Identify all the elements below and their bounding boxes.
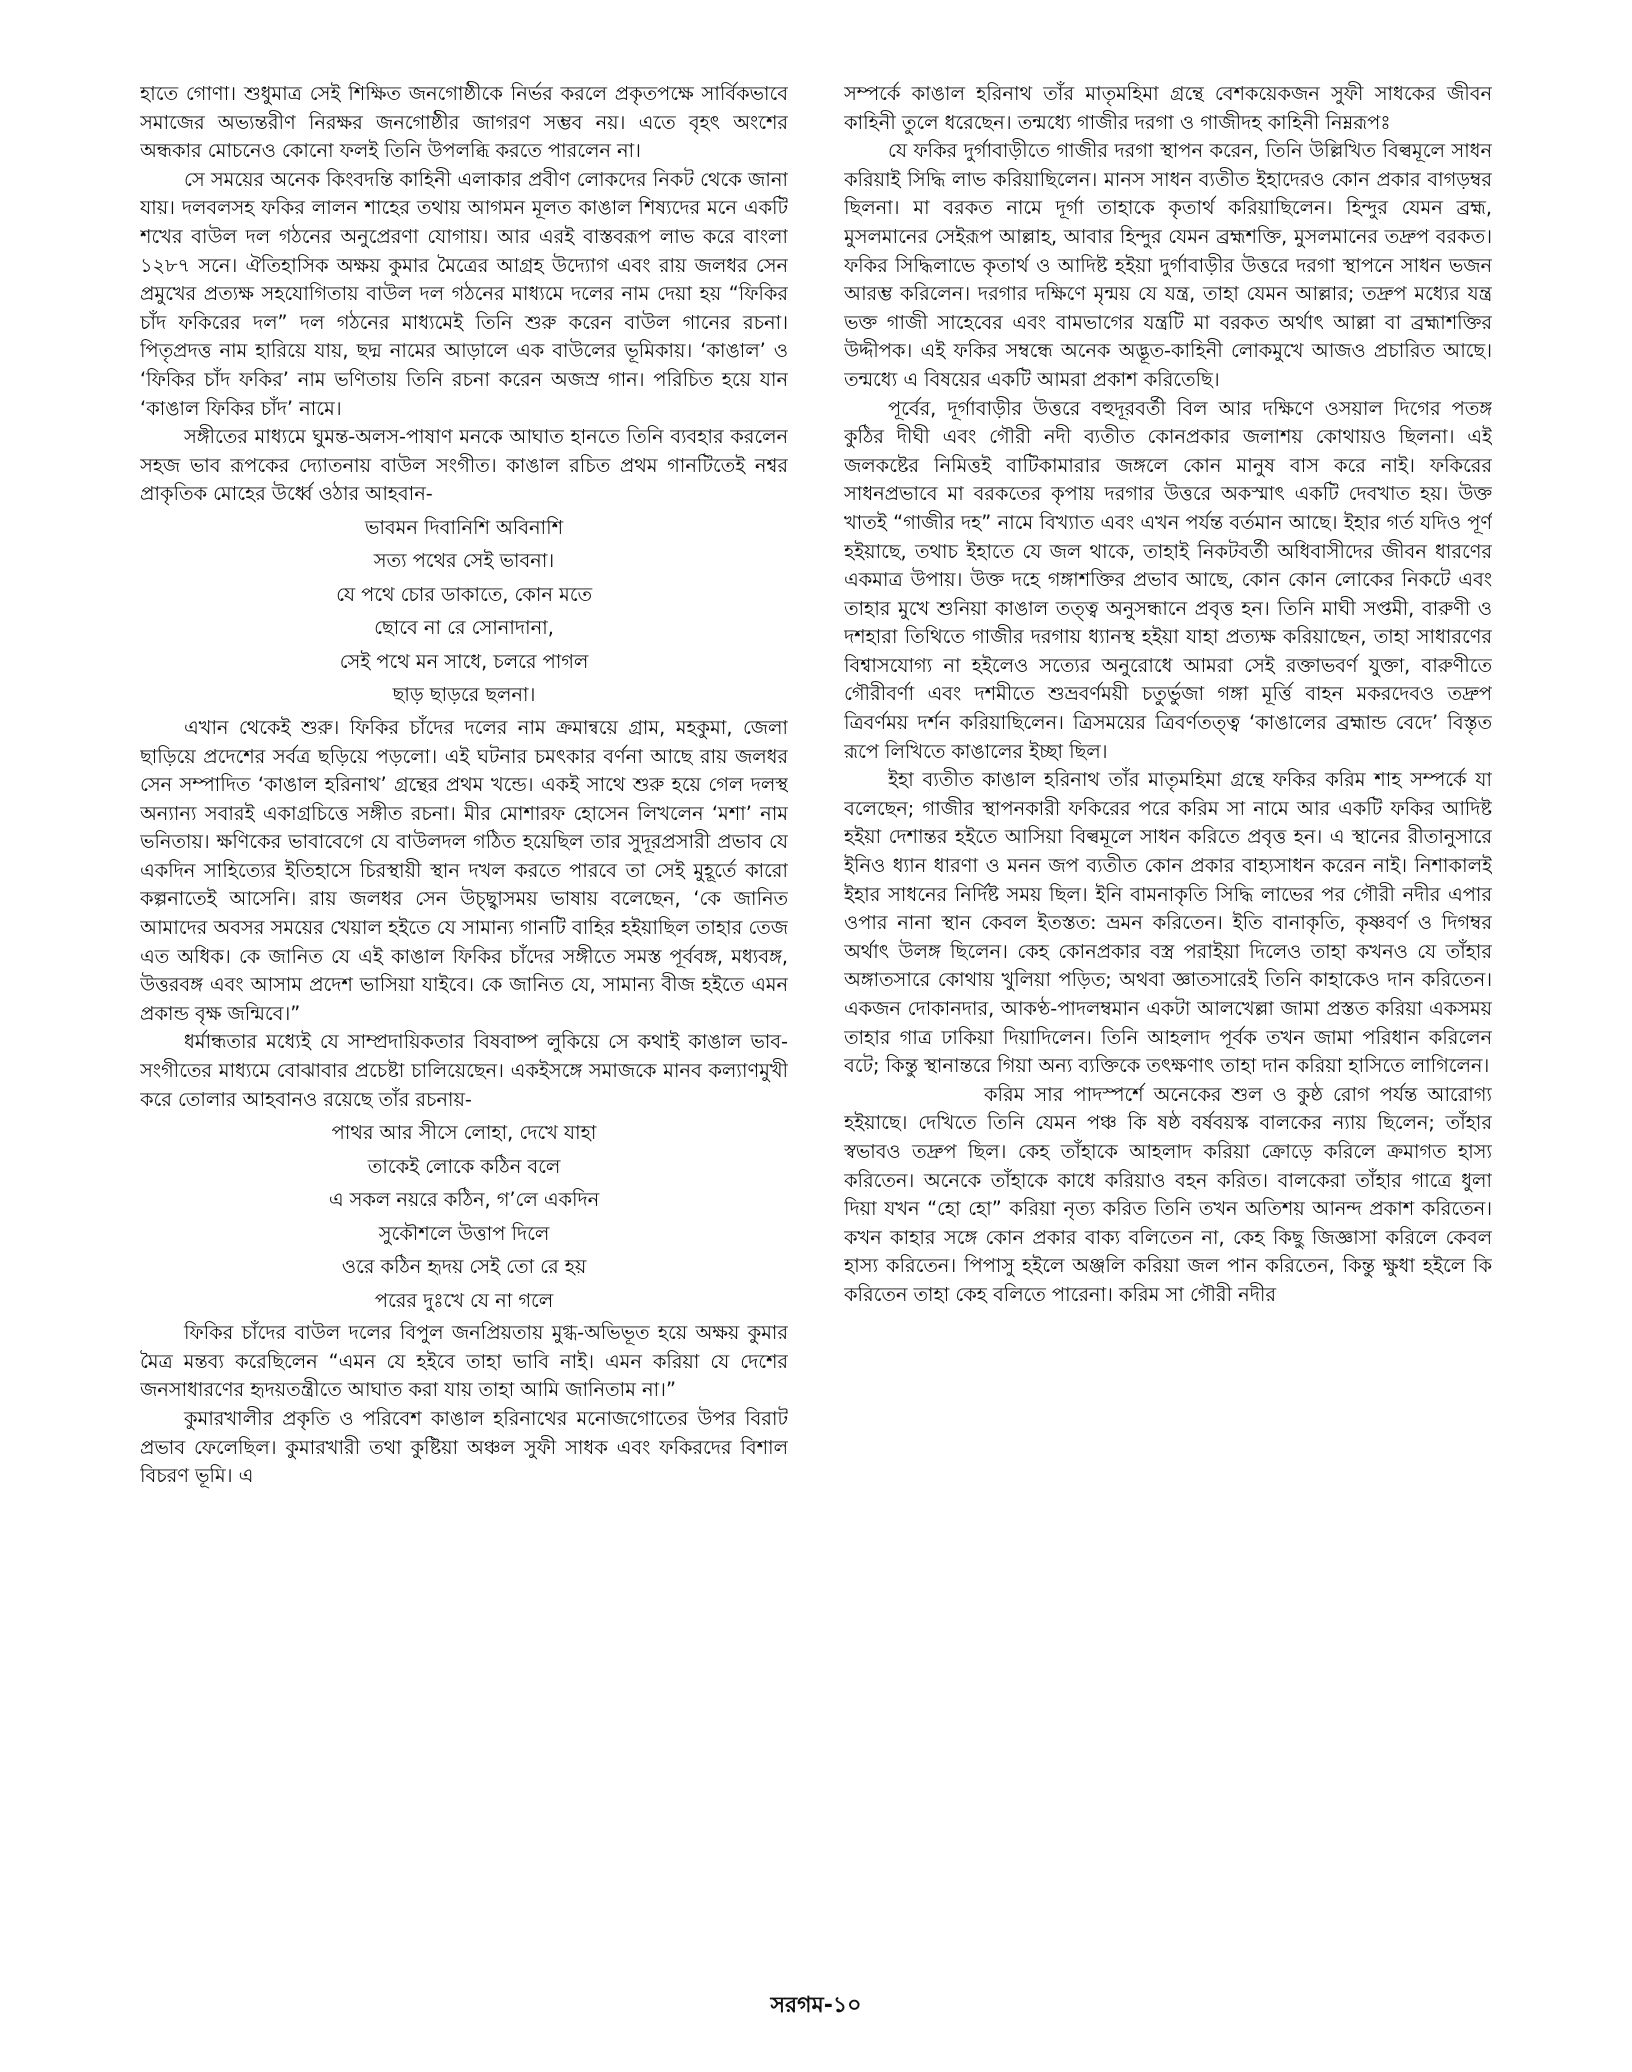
paragraph: পূর্বের, দূর্গাবাড়ীর উত্তরে বহুদূরবর্তী বিল আর দক্ষিণে ওসয়াল দিগের পতঙ্গ কুঠির দীঘী এবং গৌরী নদী ব্যতীত কোনপ্রকার জলাশয় কোথায়ও ছিলনা। এই জলকষ্টের নিমিত্তই বাটিকামারার জঙ্গলে কোন মানুষ বাস করে নাই। ফকিরের সাধনপ্রভাবে মা বরকতের কৃপায় দরগার উত্তরে অকস্মাৎ একটি দেবখাত হয়। উক্ত খাতই “গাজীর দহ” নামে বিখ্যাত এবং এখন পর্যন্ত বর্তমান আছে। ইহার গর্ত যদিও পূর্ণ হইয়াছে, তথাচ ইহাতে যে জল থাকে, তাহাই নিকটবর্তী অধিবাসীদের জীবন ধারণের একমাত্র উপায়। উক্ত দহে গঙ্গাশক্তির প্রভাব আছে, কোন কোন লোকের নিকটে এবং তাহার মুখে শুনিয়া কাঙাল তত্ত্ব অনুসন্ধানে প্রবৃত্ত হন। তিনি মাঘী সপ্তমী, বারুণী ও দশহারা তিথিতে গাজীর দরগায় ধ্যানস্থ হইয়া যাহা প্রত্যক্ষ করিয়াছেন, তাহা সাধারণের বিশ্বাসযোগ্য না হইলেও সত্যের অনুরোধে আমরা সেই রক্তাভবর্ণ যুক্তা, বারুণীতে গৌরীবর্ণা এবং দশমীতে শুভ্রবর্ণময়ী চতুর্ভুজা গঙ্গা মূর্ত্তি বাহন মকরদেবও তদ্রুপ ত্রিবর্ণময় দর্শন করিয়াছিলেন। ত্রিসময়ের ত্রিবর্ণতত্ত্ব ‘কাঙালের ব্রহ্মান্ড বেদে’ বিস্তৃত রূপে লিখিতে কাঙালের ইচ্ছা ছিল। xyxy=(844,396,1492,763)
verse-line: সুকৌশলে উত্তাপ দিলে xyxy=(378,1221,550,1245)
verse-line: ওরে কঠিন হৃদয় সেই তো রে হয় xyxy=(341,1255,587,1279)
verse-line: পাথর আর সীসে লোহা, দেখে যাহা xyxy=(331,1121,597,1145)
paragraph: হাতে গোণা। শুধুমাত্র সেই শিক্ষিত জনগোষ্ঠীকে নির্ভর করলে প্রকৃতপক্ষে সার্বিকভাবে সমাজের অভ্যন্তরীণ নিরক্ষর জনগোষ্ঠীর জাগরণ সম্ভব নয়। এতে বৃহৎ অংশের অন্ধকার মোচনেও কোনো ফলই তিনি উপলব্ধি করতে পারলেন না। xyxy=(140,82,788,163)
left-column xyxy=(140,80,788,1900)
verse-line: সত্য পথের সেই ভাবনা। xyxy=(373,549,555,573)
paragraph: করিম সার পাদস্পর্শে অনেকের শুল ও কুষ্ঠ রোগ পর্যন্ত আরোগ্য হইয়াছে। দেখিতে তিনি যেমন পঞ্চ কি ষষ্ঠ বর্ষবয়স্ক বালকের ন্যায় ছিলেন; তাঁহার স্বভাবও তদ্রুপ ছিল। কেহ তাঁহাকে আহলাদ করিয়া ক্রোড়ে করিলে ক্রমাগত হাস্য করিতেন। অনেকে তাঁহাকে কাধে করিয়াও বহন করিত। বালকেরা তাঁহার গাত্রে ধুলা দিয়া যখন “হো হো” করিয়া নৃত্য করিত তিনি তখন অতিশয় আনন্দ প্রকাশ করিতেন। কখন কাহার সঙ্গে কোন প্রকার বাক্য বলিতেন না, কেহ কিছু জিজ্ঞাসা করিলে কেবল হাস্য করিতেন। পিপাসু হইলে অঞ্জলি করিয়া জল পান করিতেন, কিন্তু ক্ষুধা হইলে কি করিতেন তাহা কেহ বলিতে পারেনা। করিম সা গৌরী নদীর xyxy=(844,1082,1492,1306)
paragraph: সম্পর্কে কাঙাল হরিনাথ তাঁর মাতৃমহিমা গ্রন্থে বেশকয়েকজন সুফী সাধকের জীবন কাহিনী তুলে ধরেছেন। তন্মধ্যে গাজীর দরগা ও গাজীদহ কাহিনী নিম্নরূপঃ xyxy=(844,82,1492,134)
paragraph: ফিকির চাঁদের বাউল দলের বিপুল জনপ্রিয়তায় মুগ্ধ-অভিভূত হয়ে অক্ষয় কুমার মৈত্র মন্তব্য করেছিলেন “এমন যে হইবে তাহা ভাবি নাই। এমন করিয়া যে দেশের জনসাধারণের হৃদয়তন্ত্রীতে আঘাত করা যায় তাহা আমি জানিতাম না।” xyxy=(140,1321,788,1402)
verse-line: ছোবে না রে সোনাদানা, xyxy=(374,616,554,640)
paragraph: সঙ্গীতের মাধ্যমে ঘুমন্ত-অলস-পাষাণ মনকে আঘাত হানতে তিনি ব্যবহার করলেন সহজ ভাব রূপকের দ্যোতনায় বাউল সংগীত। কাঙাল রচিত প্রথম গানটিতেই নশ্বর প্রাকৃতিক মোহের উর্ধ্বে ওঠার আহবান- xyxy=(140,425,788,506)
right-column xyxy=(844,80,1492,1900)
verse-line: ভাবমন দিবানিশি অবিনাশি xyxy=(364,515,564,539)
song-verse xyxy=(140,511,788,712)
verse-line: ছাড় ছাড়রে ছলনা। xyxy=(392,683,536,707)
verse-line: পরের দুঃখে যে না গলে xyxy=(374,1288,554,1312)
paragraph: কুমারখালীর প্রকৃতি ও পরিবেশ কাঙাল হরিনাথের মনোজগোতের উপর বিরাট প্রভাব ফেলেছিল। কুমারখারী তথা কুষ্টিয়া অঞ্চল সুফী সাধক এবং ফকিরদের বিশাল বিচরণ ভূমি। এ xyxy=(140,1407,788,1488)
verse-line: সেই পথে মন সাধে, চলরে পাগল xyxy=(339,649,589,673)
paragraph: ইহা ব্যতীত কাঙাল হরিনাথ তাঁর মাতৃমহিমা গ্রন্থে ফকির করিম শাহ সম্পর্কে যা বলেছেন; গাজীর স্থাপনকারী ফকিরের পরে করিম সা নামে আর একটি ফকির আদিষ্ট হইয়া দেশান্তর হইতে আসিয়া বিল্বমূলে সাধন করিতে প্রবৃত্ত হন। এ স্থানের রীতানুসারে ইনিও ধ্যান ধারণা ও মনন জপ ব্যতীত কোন প্রকার বাহ্যসাধন করেন নাই। নিশাকালই ইহার সাধনের নির্দিষ্ট সময় ছিল। ইনি বামনাকৃতি সিদ্ধি লাভের পর গৌরী নদীর এপার ওপার নানা স্থান কেবল ইতস্তত: ভ্রমন করিতেন। ইতি বানাকৃতি, কৃষ্ণবর্ণ ও দিগম্বর অর্থাৎ উলঙ্গ ছিলেন। কেহ কোনপ্রকার বস্ত্র পরাইয়া দিলেও তাহা কখনও যে তাঁহার অঙ্গাতসারে কোথায় খুলিয়া পড়িত; অথবা জ্ঞাতসারেই তিনি কাহাকেও দান করিতেন। একজন দোকানদার, আকণ্ঠ-পাদলম্বমান একটা আলখেল্লা জামা প্রস্তত করিয়া একসময় তাহার গাত্র ঢাকিয়া দিয়াদিলেন। তিনি আহলাদ পূর্বক তখন জামা পরিধান করিলেন বটে; কিন্তু স্থানান্তরে গিয়া অন্য ব্যক্তিকে তৎক্ষণাৎ তাহা দান করিয়া হাসিতে লাগিলেন। xyxy=(844,768,1492,1078)
paragraph: যে ফকির দুর্গাবাড়ীতে গাজীর দরগা স্থাপন করেন, তিনি উল্লিখিত বিল্বমূলে সাধন করিয়াই সিদ্ধি লাভ করিয়াছিলেন। মানস সাধন ব্যতীত ইহাদেরও কোন প্রকার বাগড়ম্বর ছিলনা। মা বরকত নামে দূর্গা তাহাকে কৃতার্থ করিয়াছিলেন। হিন্দুর যেমন ব্রহ্ম, মুসলমানের সেইরূপ আল্লাহ, আবার হিন্দুর যেমন ব্রহ্মশক্তি, মুসলমানের তদ্রুপ বরকত। ফকির সিদ্ধিলাভে কৃতার্থ ও আদিষ্ট হইয়া দুর্গাবাড়ীর উত্তরে দরগা স্থাপনে সাধন ভজন আরম্ভ করিলেন। দরগার দক্ষিণে মৃন্ময় যে যন্ত্র, তাহা যেমন আল্লার; তদ্রুপ মধ্যের যন্ত্র ভক্ত গাজী সাহেবের এবং বামভাগের যন্ত্রটি মা বরকত অর্থাৎ আল্লা বা ব্রহ্মাশক্তির উদ্দীপক। এই ফকির সম্বন্ধে অনেক অদ্ভূত-কাহিনী লোকমুখে আজও প্রচারিত আছে। তন্মধ্যে এ বিষয়ের একটি আমরা প্রকাশ করিতেছি। xyxy=(844,139,1492,391)
paragraph: সে সময়ের অনেক কিংবদন্তি কাহিনী এলাকার প্রবীণ লোকদের নিকট থেকে জানা যায়। দলবলসহ ফকির লালন শাহের তথায় আগমন মূলত কাঙাল শিষ্যদের মনে একটি শখের বাউল দল গঠনের অনুপ্রেরণা যোগায়। আর এরই বাস্তবরূপ লাভ করে বাংলা ১২৮৭ সনে। ঐতিহাসিক অক্ষয় কুমার মৈত্রের আগ্রহ উদ্যোগ এবং রায় জলধর সেন প্রমুখের প্রত্যক্ষ সহযোগিতায় বাউল দল গঠনের মাধ্যমে দলের নাম দেয়া হয় “ফিকির চাঁদ ফকিরের দল” দল গঠনের মাধ্যমেই তিনি শুরু করেন বাউল গানের রচনা। পিতৃপ্রদত্ত নাম হারিয়ে যায়, ছদ্ম নামের আড়ালে এক বাউলের ভূমিকায়। ‘কাঙাল’ ও ‘ফিকির চাঁদ ফকির’ নাম ভণিতায় তিনি রচনা করেন অজস্র গান। পরিচিত হয়ে যান ‘কাঙাল ফিকির চাঁদ’ নামে। xyxy=(140,167,788,420)
paragraph: ধর্মান্ধতার মধ্যেই যে সাম্প্রদায়িকতার বিষবাষ্প লুকিয়ে সে কথাই কাঙাল ভাব-সংগীতের মাধ্যমে বোঝাবার প্রচেষ্টা চালিয়েছেন। একইসঙ্গে সমাজকে মানব কল্যাণমুখী করে তোলার আহবানও রয়েছে তাঁর রচনায়- xyxy=(140,1030,788,1111)
verse-line: যে পথে চোর ডাকাতে, কোন মতে xyxy=(336,582,592,606)
verse-line: এ সকল নয়রে কঠিন, গ’লে একদিন xyxy=(328,1188,600,1212)
verse-line: তাকেই লোকে কঠিন বলে xyxy=(367,1154,561,1178)
song-verse xyxy=(140,1116,788,1317)
page-number: সরগম-১০ xyxy=(770,1993,862,2018)
paragraph: এখান থেকেই শুরু। ফিকির চাঁদের দলের নাম ক্রমান্বয়ে গ্রাম, মহকুমা, জেলা ছাড়িয়ে প্রদেশের সর্বত্র ছড়িয়ে পড়লো। এই ঘটনার চমৎকার বর্ণনা আছে রায় জলধর সেন সম্পাদিত ‘কাঙাল হরিনাথ’ গ্রন্থের প্রথম খন্ডে। একই সাথে শুরু হয়ে গেল দলস্থ অন্যান্য সবারই একাগ্রচিত্তে সঙ্গীত রচনা। মীর মোশারফ হোসেন লিখলেন ‘মশা’ নাম ভনিতায়। ক্ষণিকের ভাবাবেগে যে বাউলদল গঠিত হয়েছিল তার সুদূরপ্রসারী প্রভাব যে একদিন সাহিত্যের ইতিহাসে চিরস্থায়ী স্থান দখল করতে পারবে তা সেই মুহূর্তে কারো কল্পনাতেই আসেনি। রায় জলধর সেন উচ্ছ্বাসময় ভাষায় বলেছেন, ‘কে জানিত আমাদের অবসর সময়ের খেয়াল হইতে যে সামান্য গানটি বাহির হইয়াছিল তাহার তেজ এত অধিক। কে জানিত যে এই কাঙাল ফিকির চাঁদের সঙ্গীতে সমস্ত পূর্ববঙ্গ, মধ্যবঙ্গ, উত্তরবঙ্গ এবং আসাম প্রদেশ ভাসিয়া যাইবে। কে জানিত যে, সামান্য বীজ হইতে এমন প্রকান্ড বৃক্ষ জন্মিবে।” xyxy=(140,715,788,1025)
